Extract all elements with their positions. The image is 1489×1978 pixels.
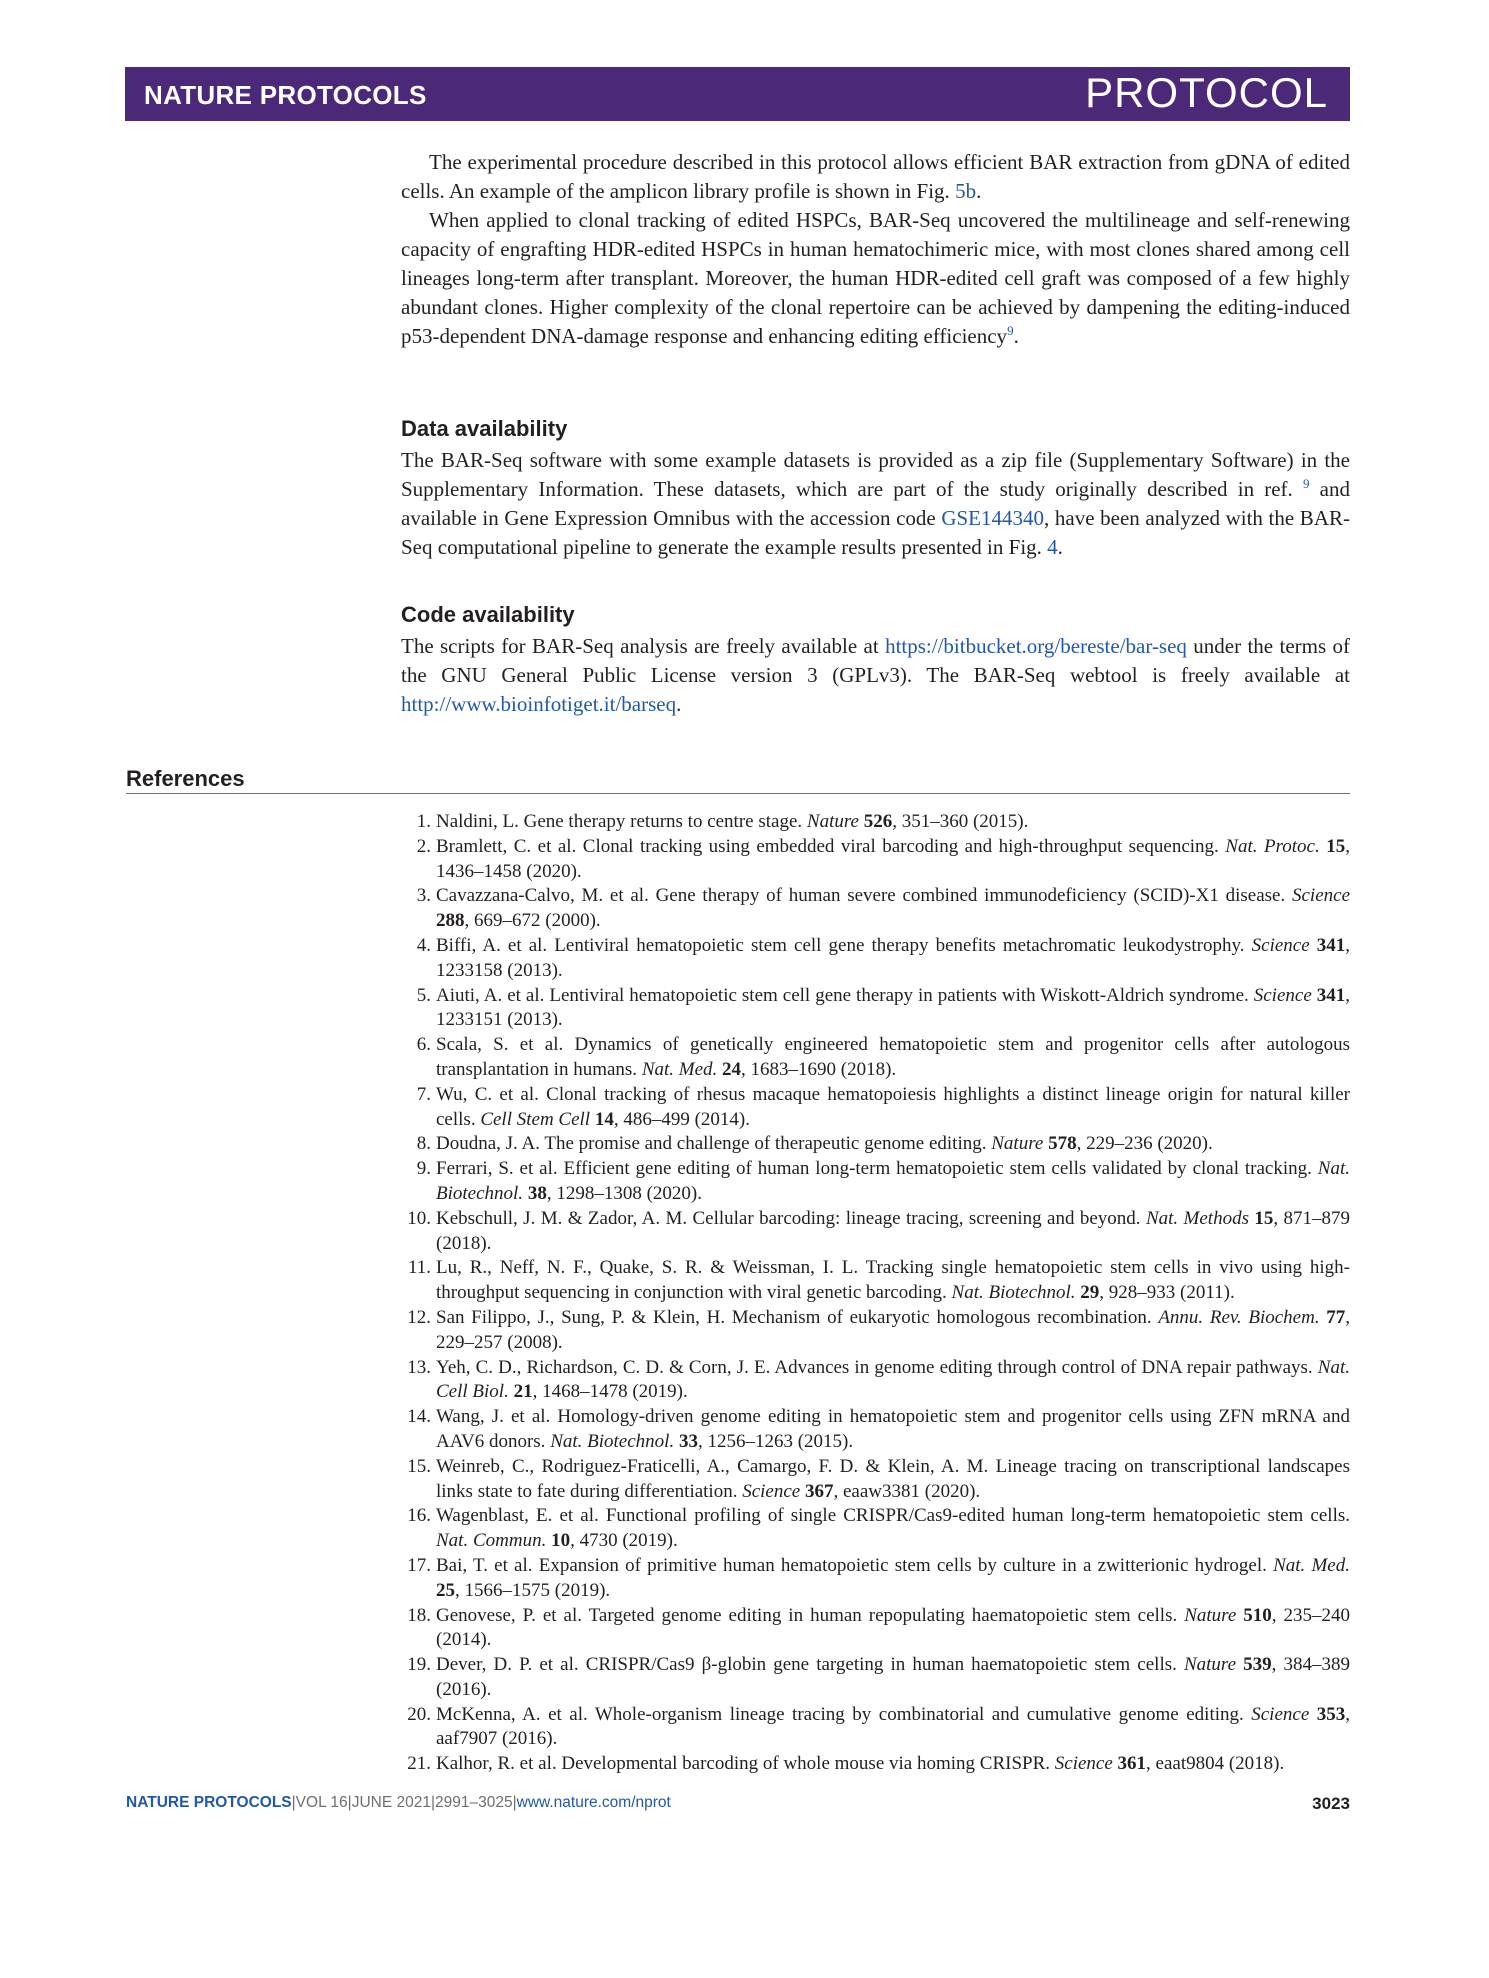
- reference-journal: Science: [1251, 934, 1310, 956]
- reference-journal: Nat. Biotechnol.: [951, 1282, 1076, 1304]
- reference-pages: , 351–360 (2015).: [892, 811, 1029, 832]
- reference-journal: Science: [1054, 1753, 1113, 1775]
- reference-authors-title: Doudna, J. A. The promise and challenge of therapeutic genome editing.: [436, 1133, 992, 1155]
- reference-volume: 10: [551, 1530, 571, 1552]
- reference-volume: 21: [513, 1381, 533, 1403]
- reference-item: [401, 1653, 1350, 1703]
- reference-pages: , 669–672 (2000).: [464, 910, 601, 932]
- reference-authors-title: McKenna, A. et al. Whole-organism lineage tracing by combinatorial and cumulative genome editing.: [436, 1703, 1252, 1725]
- reference-item: [401, 984, 1350, 1034]
- reference-authors-title: Biffi, A. et al. Lentiviral hematopoietic stem cell gene therapy benefits metachromatic leukodystrophy.: [436, 934, 1252, 956]
- figure-link[interactable]: 5b: [955, 179, 977, 203]
- body-paragraph-2: When applied to clonal tracking of edited HSPCs, BAR-Seq uncovered the multilineage and self-renewing capacity of engrafting HDR-edited HSPCs in human hematochimeric mice, with most clones shared among cell lineages long-term after transplant. Moreover, the human HDR-edited cell graft was composed of a few highly abundant clones. Higher complexity of the clonal repertoire can be achieved by dampening the editing-induced p53-dependent DNA-damage response and enhancing editing efficiency$^9$.: [401, 208, 1350, 348]
- reference-number: 18.: [407, 1604, 431, 1626]
- reference-item: [401, 1405, 1350, 1455]
- reference-authors-title: Kalhor, R. et al. Developmental barcoding of whole mouse via homing CRISPR.: [436, 1753, 1055, 1775]
- reference-item: [401, 1703, 1350, 1753]
- header-bar: [125, 67, 1350, 121]
- reference-authors-title: Bai, T. et al. Expansion of primitive human hematopoietic stem cells by culture in a zwitterionic hydrogel.: [436, 1554, 1274, 1576]
- reference-volume: 15: [1254, 1207, 1274, 1229]
- reference-volume: 510: [1243, 1604, 1272, 1626]
- reference-list: [401, 810, 1350, 1777]
- reference-authors-title: Scala, S. et al. Dynamics of genetically engineered hematopoietic stem and progenitor cells after autologous transplantation in humans.: [436, 1034, 1350, 1080]
- reference-authors-title: Genovese, P. et al. Targeted genome editing in human repopulating haematopoietic stem cells.: [436, 1604, 1185, 1626]
- reference-item: [401, 1256, 1350, 1306]
- reference-item: [401, 884, 1350, 934]
- reference-item: [401, 1306, 1350, 1356]
- footer-url-link[interactable]: www.nature.com/nprot: [516, 1794, 671, 1811]
- bitbucket-link[interactable]: https://bitbucket.org/bereste/bar-seq: [885, 634, 1187, 658]
- reference-item: [401, 1752, 1350, 1777]
- reference-volume: 29: [1080, 1282, 1100, 1304]
- reference-item: [401, 1207, 1350, 1257]
- reference-link[interactable]: 9: [1007, 323, 1014, 338]
- reference-volume: 341: [1316, 984, 1346, 1006]
- reference-pages: , 1233151 (2013).: [436, 984, 1351, 1031]
- reference-pages: , 1436–1458 (2020).: [436, 835, 1350, 882]
- footer-date: JUNE 2021: [351, 1794, 431, 1811]
- body-paragraph-1: The experimental procedure described in this protocol allows efficient BAR extraction from gDNA of edited cells. An example of the amplicon library profile is shown in Fig. 5b.: [401, 150, 1350, 203]
- reference-volume: 341: [1316, 934, 1346, 956]
- reference-number: 21.: [407, 1753, 431, 1775]
- reference-number: 2.: [416, 835, 431, 857]
- reference-authors-title: Dever, D. P. et al. CRISPR/Cas9 β-globin gene targeting in human haematopoietic stem cells.: [436, 1654, 1184, 1676]
- reference-journal: Nat. Commun.: [436, 1530, 547, 1552]
- reference-volume: 353: [1316, 1703, 1346, 1725]
- reference-number: 8.: [416, 1133, 431, 1155]
- code-availability-heading: Code availability: [401, 602, 575, 627]
- reference-item: [401, 1504, 1350, 1554]
- reference-authors-title: Wu, C. et al. Clonal tracking of rhesus macaque hematopoiesis highlights a distinct lineage origin for natural killer cells.: [436, 1083, 1350, 1130]
- reference-pages: , 1468–1478 (2019).: [532, 1381, 688, 1403]
- reference-number: 20.: [407, 1703, 431, 1725]
- reference-authors-title: Ferrari, S. et al. Efficient gene editing of human long-term hematopoietic stem cells validated by clonal tracking.: [436, 1158, 1318, 1180]
- reference-pages: , 871–879 (2018).: [436, 1207, 1350, 1254]
- reference-item: [401, 835, 1350, 885]
- reference-number: 15.: [407, 1455, 431, 1477]
- reference-authors-title: Kebschull, J. M. & Zador, A. M. Cellular barcoding: lineage tracing, screening and beyond.: [436, 1207, 1146, 1229]
- reference-pages: , 486–499 (2014).: [613, 1108, 750, 1130]
- reference-authors-title: Weinreb, C., Rodriguez-Fraticelli, A., Camargo, F. D. & Klein, A. M. Lineage tracing on transcriptional landscapes links state to fate during differentiation.: [436, 1455, 1350, 1502]
- reference-volume: 38: [527, 1182, 547, 1204]
- reference-pages: , 1683–1690 (2018).: [741, 1058, 897, 1080]
- footer: NATURE PROTOCOLS|VOL 16|JUNE 2021|2991–3025|www.nature.com/nprot 3023: [126, 1794, 1350, 1813]
- reference-number: 4.: [416, 934, 431, 956]
- reference-item: [401, 1356, 1350, 1406]
- accession-link[interactable]: GSE144340: [941, 506, 1045, 530]
- reference-volume: 539: [1243, 1654, 1272, 1676]
- reference-number: 6.: [416, 1034, 431, 1056]
- reference-pages: , 235–240 (2014).: [436, 1604, 1351, 1651]
- reference-pages: , eaaw3381 (2020).: [833, 1480, 981, 1502]
- reference-authors-title: San Filippo, J., Sung, P. & Klein, H. Mechanism of eukaryotic homologous recombination.: [436, 1306, 1159, 1328]
- reference-authors-title: Cavazzana-Calvo, M. et al. Gene therapy of human severe combined immunodeficiency (SCID)-X1 disease.: [436, 885, 1292, 907]
- reference-pages: , 384–389 (2016).: [436, 1654, 1351, 1700]
- reference-volume: 24: [722, 1058, 742, 1080]
- data-availability-heading: Data availability: [401, 416, 568, 441]
- reference-pages: , 1298–1308 (2020).: [546, 1182, 702, 1204]
- reference-number: 14.: [407, 1406, 431, 1428]
- reference-item: [401, 1132, 1350, 1157]
- reference-number: 11.: [407, 1257, 431, 1279]
- reference-pages: , 928–933 (2011).: [1099, 1282, 1235, 1304]
- reference-pages: , 1566–1575 (2019).: [455, 1579, 611, 1601]
- footer-volume: VOL 16: [295, 1794, 348, 1811]
- reference-number: 9.: [416, 1158, 431, 1180]
- reference-pages: , 229–236 (2020).: [1076, 1133, 1213, 1155]
- reference-item: [401, 1157, 1350, 1207]
- figure-link[interactable]: 4: [1047, 535, 1058, 559]
- reference-volume: 25: [436, 1579, 455, 1601]
- reference-volume: 33: [678, 1430, 698, 1452]
- reference-pages: , aaf7907 (2016).: [436, 1703, 1351, 1750]
- reference-item: [401, 1033, 1350, 1083]
- page-number: 3023: [1312, 1794, 1350, 1813]
- data-availability-text: The BAR-Seq software with some example datasets is provided as a zip file (Supplementary Software) in the Supplementary Information. These datasets, which are part of the study originally described in ref. $^9$ and available in Gene Expression Omnibus with the accession code GSE144340, have been analyzed with the BAR-Seq computational pipeline to generate the example results presented in Fig. 4.: [401, 448, 1350, 559]
- reference-journal: Cell Stem Cell: [480, 1108, 591, 1130]
- journal-name: NATURE PROTOCOLS: [144, 80, 427, 110]
- reference-number: 7.: [416, 1083, 431, 1105]
- reference-journal: Science: [1291, 885, 1350, 907]
- reference-volume: 578: [1048, 1133, 1077, 1155]
- reference-number: 17.: [407, 1554, 431, 1576]
- reference-journal: Nature: [1184, 1604, 1237, 1626]
- reference-item: [401, 810, 1350, 835]
- reference-journal: Nature: [1183, 1654, 1237, 1676]
- reference-pages: , 4730 (2019).: [570, 1530, 678, 1552]
- reference-journal: Science: [742, 1480, 801, 1502]
- reference-volume: 15: [1326, 835, 1346, 857]
- article-type: PROTOCOL: [1085, 69, 1328, 116]
- reference-volume: 14: [594, 1108, 614, 1130]
- reference-journal: Nat. Med.: [1273, 1554, 1350, 1576]
- reference-journal: Science: [1253, 984, 1312, 1006]
- reference-item: [401, 1604, 1350, 1654]
- reference-item: [401, 934, 1350, 984]
- reference-volume: 288: [436, 910, 465, 932]
- reference-pages: , 1233158 (2013).: [436, 934, 1351, 981]
- reference-journal: Nat. Methods: [1145, 1207, 1249, 1229]
- reference-pages: , 229–257 (2008).: [436, 1306, 1351, 1353]
- reference-volume: 526: [863, 811, 893, 832]
- reference-journal: Annu. Rev. Biochem.: [1158, 1306, 1320, 1328]
- code-availability-text: The scripts for BAR-Seq analysis are freely available at https://bitbucket.org/bereste/bar-seq under the terms of the GNU General Public License version 3 (GPLv3). The BAR-Seq webtool is freely available at http://www.bioinfotiget.it/barseq.: [401, 634, 1350, 716]
- reference-number: 3.: [416, 885, 431, 907]
- reference-number: 16.: [407, 1505, 431, 1527]
- reference-number: 12.: [407, 1306, 431, 1328]
- reference-journal: Nat. Cell Biol.: [436, 1356, 1350, 1403]
- reference-authors-title: Bramlett, C. et al. Clonal tracking using embedded viral barcoding and high-throughput sequencing.: [436, 835, 1226, 857]
- reference-journal: Nat. Med.: [641, 1058, 718, 1080]
- reference-authors-title: Naldini, L. Gene therapy returns to centre stage.: [436, 811, 807, 832]
- reference-item: [401, 1083, 1350, 1133]
- reference-link[interactable]: 9: [1302, 476, 1310, 491]
- reference-number: 1.: [416, 811, 431, 832]
- reference-item: [401, 1455, 1350, 1505]
- reference-number: 13.: [407, 1356, 431, 1378]
- reference-volume: 361: [1117, 1753, 1147, 1775]
- reference-item: [401, 1554, 1350, 1604]
- reference-number: 19.: [407, 1654, 431, 1676]
- footer-journal: NATURE PROTOCOLS: [126, 1794, 292, 1811]
- reference-number: 10.: [407, 1207, 431, 1229]
- reference-authors-title: Wang, J. et al. Homology-driven genome editing in hematopoietic stem and progenitor cells using ZFN mRNA and AAV6 donors.: [436, 1406, 1350, 1452]
- reference-journal: Nature: [806, 811, 859, 832]
- reference-journal: Nat. Protoc.: [1225, 835, 1320, 857]
- references-heading: References: [126, 766, 245, 791]
- footer-pages: 2991–3025: [435, 1794, 513, 1811]
- reference-authors-title: Wagenblast, E. et al. Functional profiling of single CRISPR/Cas9-edited human long-term hematopoietic stem cells.: [436, 1505, 1350, 1527]
- reference-authors-title: Yeh, C. D., Richardson, C. D. & Corn, J. E. Advances in genome editing through control of DNA repair pathways.: [436, 1356, 1318, 1378]
- reference-pages: , eaat9804 (2018).: [1146, 1753, 1285, 1775]
- reference-journal: Nature: [991, 1133, 1044, 1155]
- reference-journal: Nat. Biotechnol.: [550, 1430, 675, 1452]
- reference-journal: Nat. Biotechnol.: [436, 1158, 1350, 1204]
- reference-pages: , 1256–1263 (2015).: [697, 1430, 854, 1452]
- reference-number: 5.: [416, 984, 431, 1006]
- reference-authors-title: Aiuti, A. et al. Lentiviral hematopoietic stem cell gene therapy in patients with Wiskott-Aldrich syndrome.: [436, 984, 1254, 1006]
- reference-authors-title: Lu, R., Neff, N. F., Quake, S. R. & Weissman, I. L. Tracking single hematopoietic stem cells in vivo using high-throughput sequencing in conjunction with viral genetic barcoding.: [436, 1257, 1350, 1304]
- reference-volume: 367: [804, 1480, 834, 1502]
- webtool-link[interactable]: http://www.bioinfotiget.it/barseq: [401, 692, 677, 716]
- reference-journal: Science: [1251, 1703, 1310, 1725]
- references-divider: [126, 793, 1350, 794]
- reference-volume: 77: [1326, 1306, 1346, 1328]
